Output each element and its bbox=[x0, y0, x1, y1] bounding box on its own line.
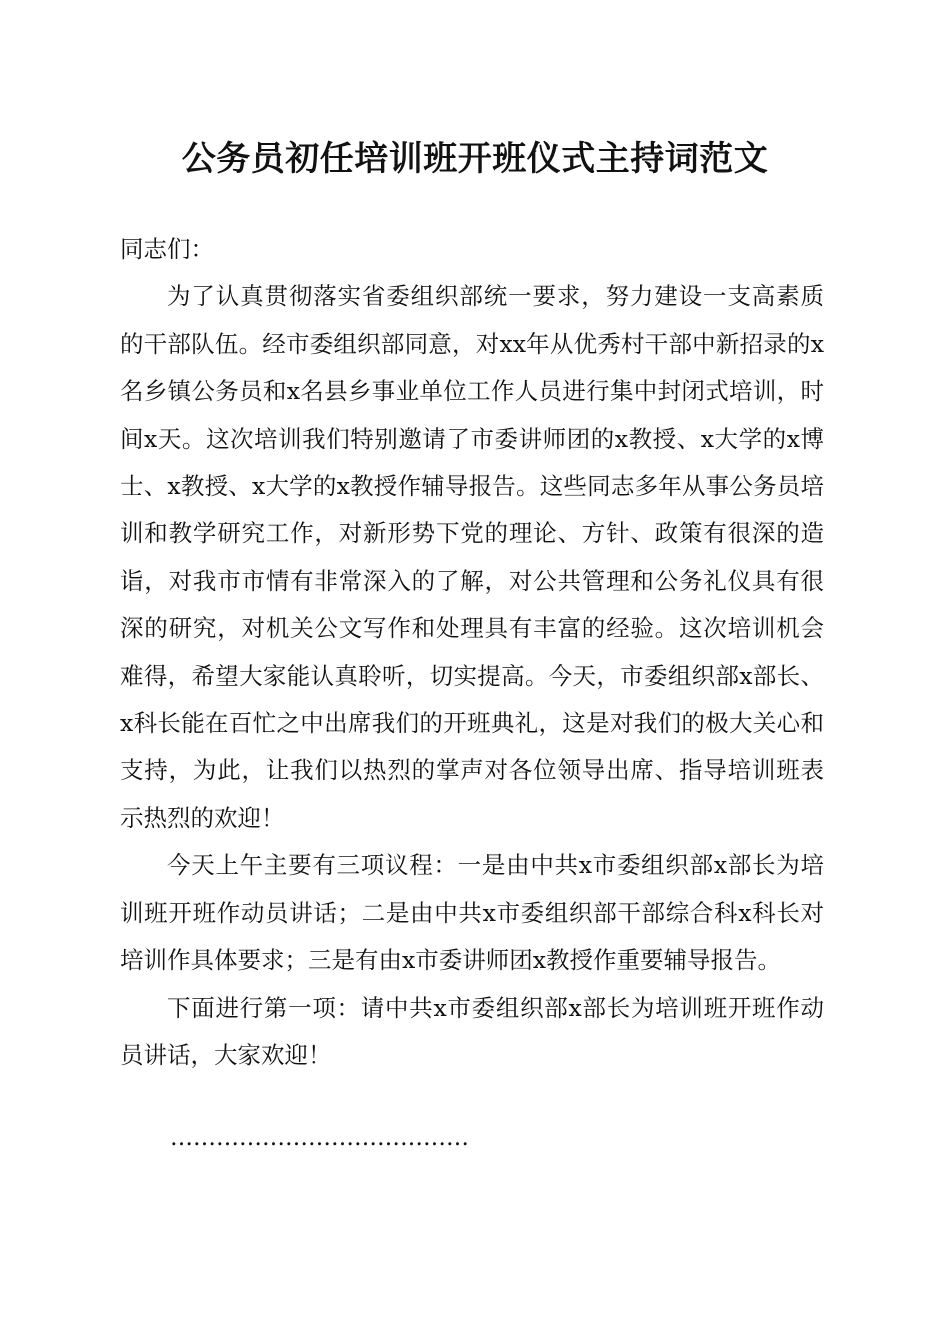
page-title: 公务员初任培训班开班仪式主持词范文 bbox=[181, 139, 769, 179]
paragraph-first-item: 下面进行第一项：请中共x市委组织部x部长为培训班开班作动员讲话，大家欢迎！ bbox=[120, 993, 824, 1069]
salutation: 同志们： bbox=[120, 235, 214, 263]
paragraph-agenda: 今天上午主要有三项议程：一是由中共x市委组织部x部长为培训班开班作动员讲话；二是由中共x市委组织部干部综合科x科长对培训作具体要求；三是有由x市委讲师团x教授作重要辅导报告。 bbox=[120, 851, 824, 975]
paragraph-opening: 为了认真贯彻落实省委组织部统一要求，努力建设一支高素质的干部队伍。经市委组织部同意，对xx年从优秀村干部中新招录的x名乡镇公务员和x名县乡事业单位工作人员进行集中封闭式培训，时间x天。这次培训我们特别邀请了市委讲师团的x教授、x大学的x博士、x教授、x大学的x教授作辅导报告。这些同志多年从事公务员培训和教学研究工作，对新形势下党的理论、方针、政策有很深的造诣，对我市市情有非常深入的了解，对公共管理和公务礼仪具有很深的研究，对机关公文写作和处理具有丰富的经验。这次培训机会难得，希望大家能认真聆听，切实提高。今天，市委组织部x部长、x科长能在百忙之中出席我们的开班典礼，这是对我们的极大关心和支持，为此，让我们以热烈的掌声对各位领导出席、指导培训班表示热烈的欢迎！ bbox=[120, 282, 824, 832]
ellipsis-line: ………………………………… bbox=[170, 1125, 469, 1151]
document-body bbox=[120, 226, 824, 1079]
